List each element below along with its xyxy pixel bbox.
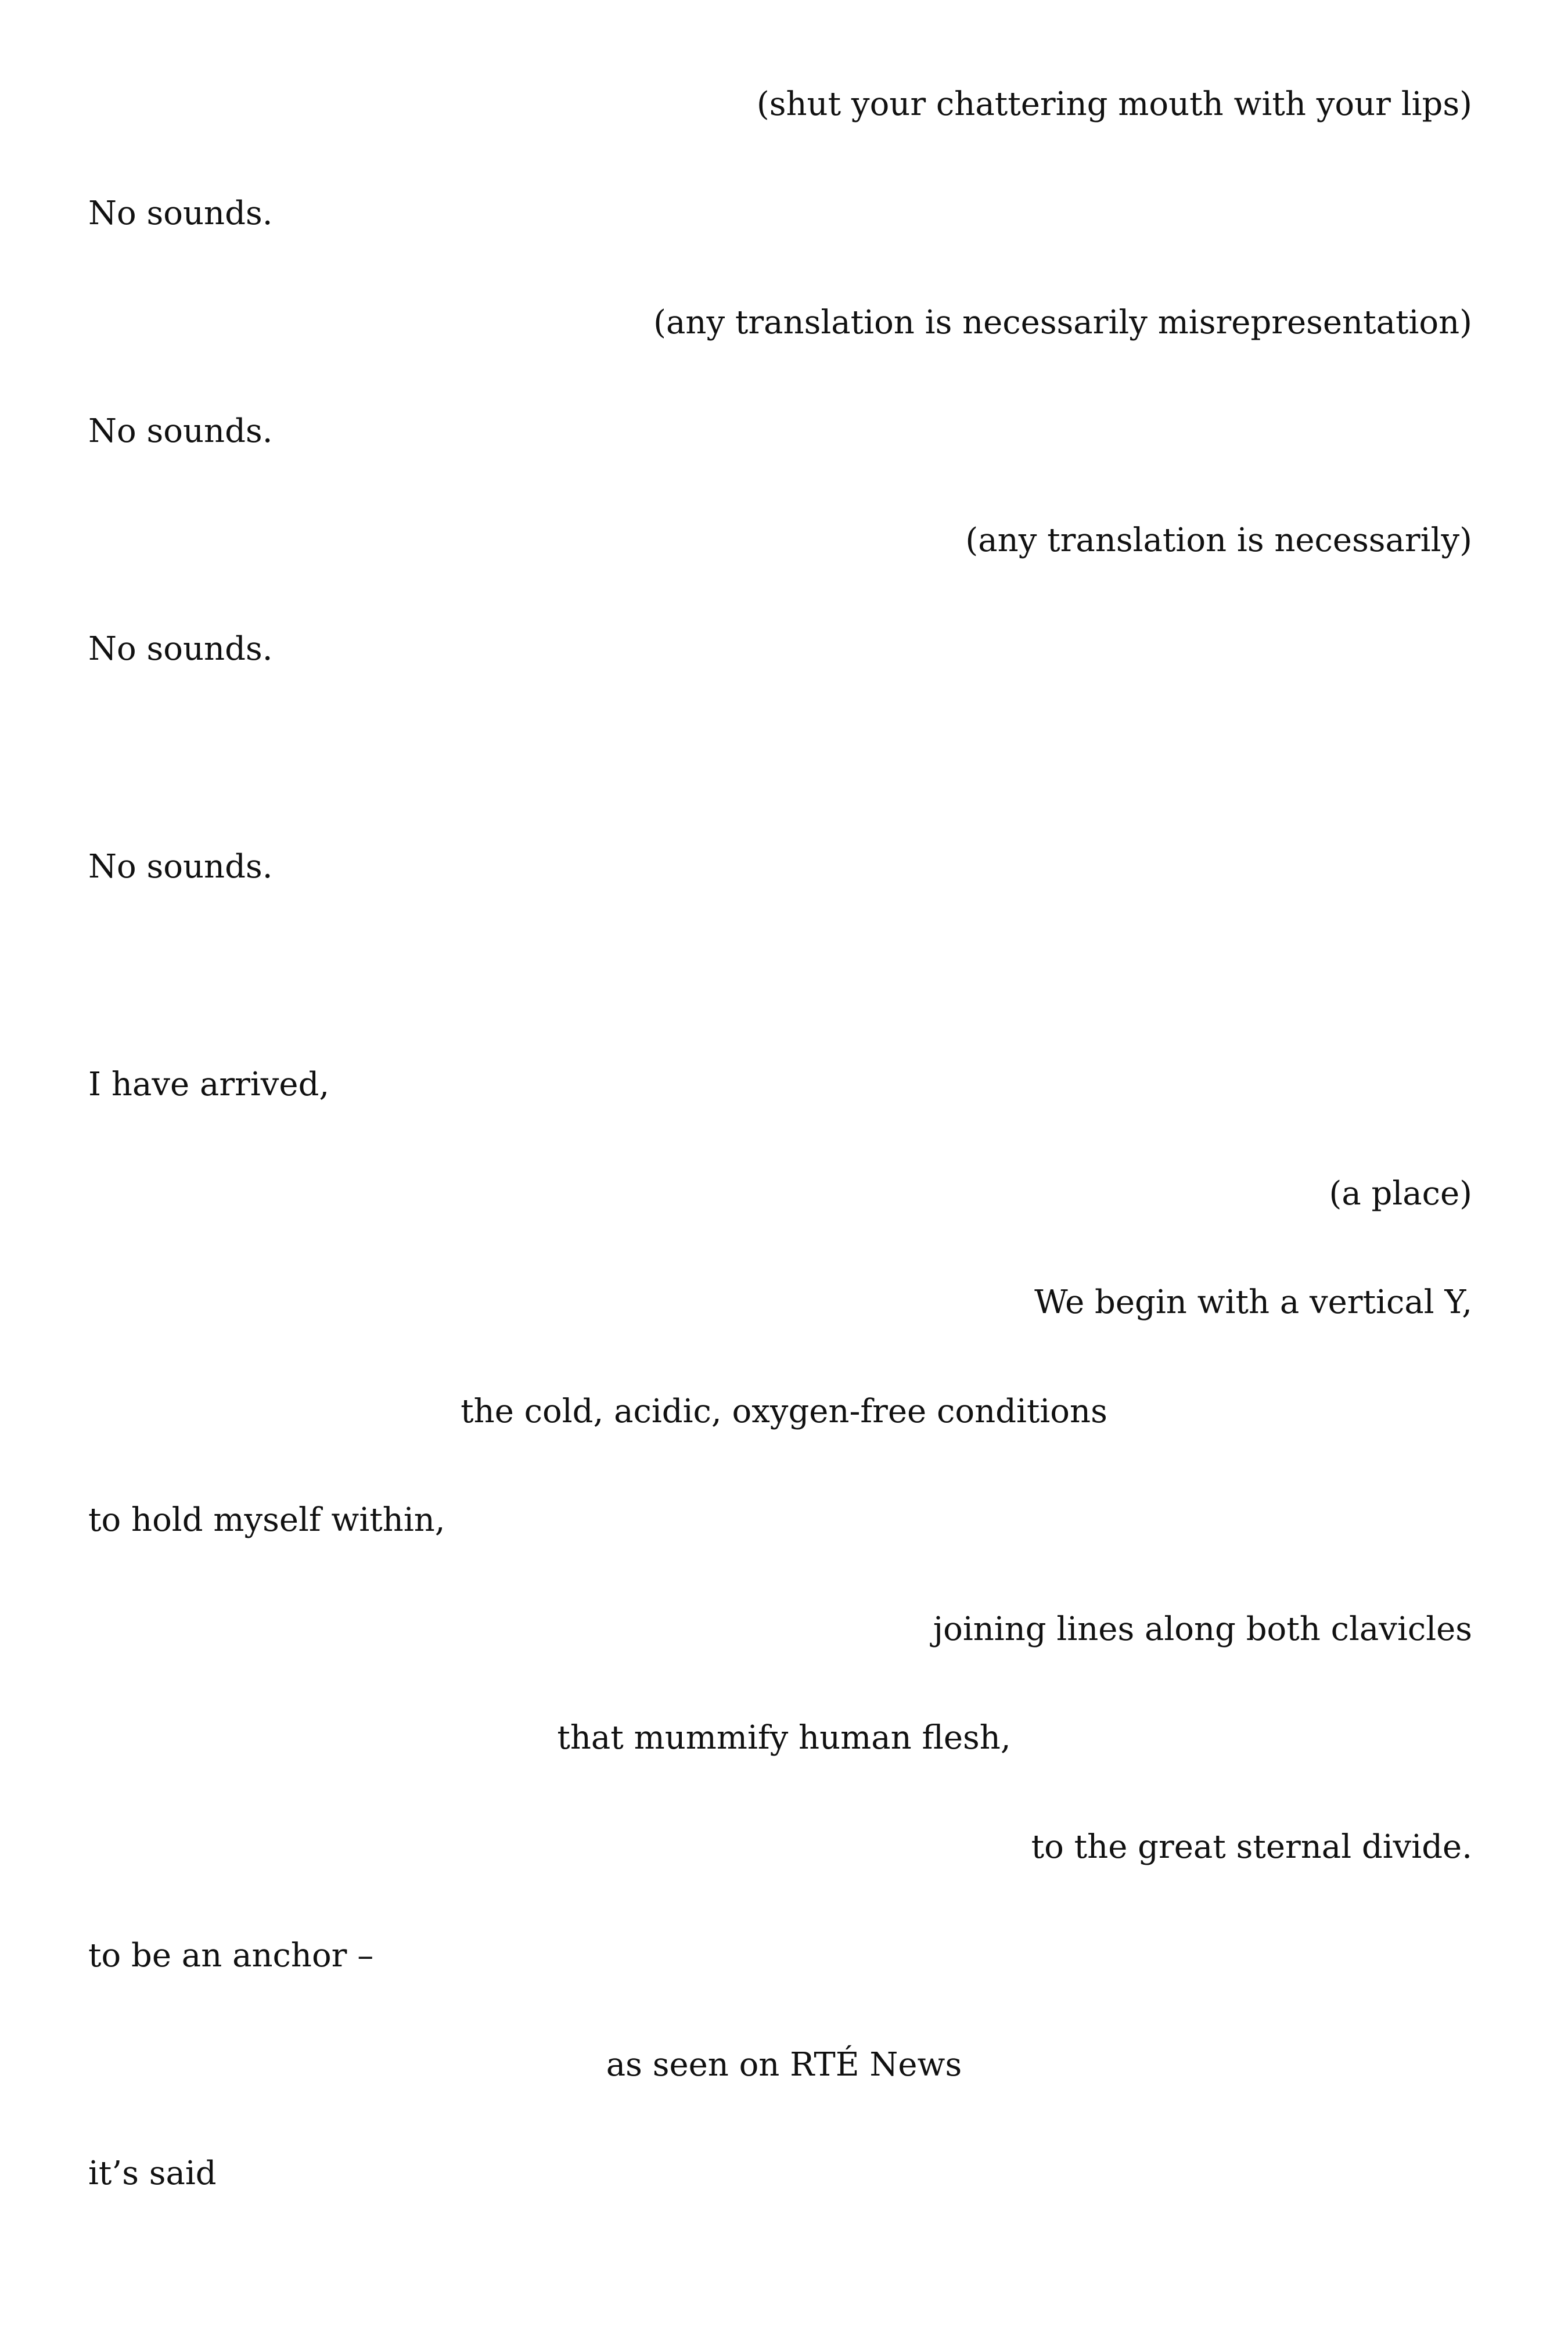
poem-line-12: to hold myself within, [88, 1501, 445, 1539]
poem-line-14: that mummify human flesh, [557, 1719, 1011, 1757]
poem-line-5: (any translation is necessarily) [965, 522, 1472, 559]
poem-line-17: as seen on RTÉ News [606, 2046, 962, 2084]
poem-line-16: to be an anchor – [88, 1937, 374, 1975]
poem-line-10: We begin with a vertical Y, [1034, 1283, 1472, 1321]
poem-line-15: to the great sternal divide. [1031, 1828, 1472, 1866]
poem-line-4: No sounds. [88, 412, 273, 450]
poem-line-2: No sounds. [88, 195, 273, 232]
poem-line-3: (any translation is necessarily misrepresentation) [653, 304, 1472, 341]
poem-line-1: (shut your chattering mouth with your lips) [756, 85, 1472, 123]
poem-line-9: (a place) [1329, 1175, 1472, 1213]
poem-line-13: joining lines along both clavicles [933, 1610, 1472, 1648]
poem-line-11: the cold, acidic, oxygen-free conditions [461, 1393, 1107, 1430]
poem-line-8: I have arrived, [88, 1066, 330, 1103]
poem-line-7: No sounds. [88, 848, 273, 886]
poem-line-18: it’s said [88, 2155, 217, 2192]
poem-line-6: No sounds. [88, 630, 273, 668]
